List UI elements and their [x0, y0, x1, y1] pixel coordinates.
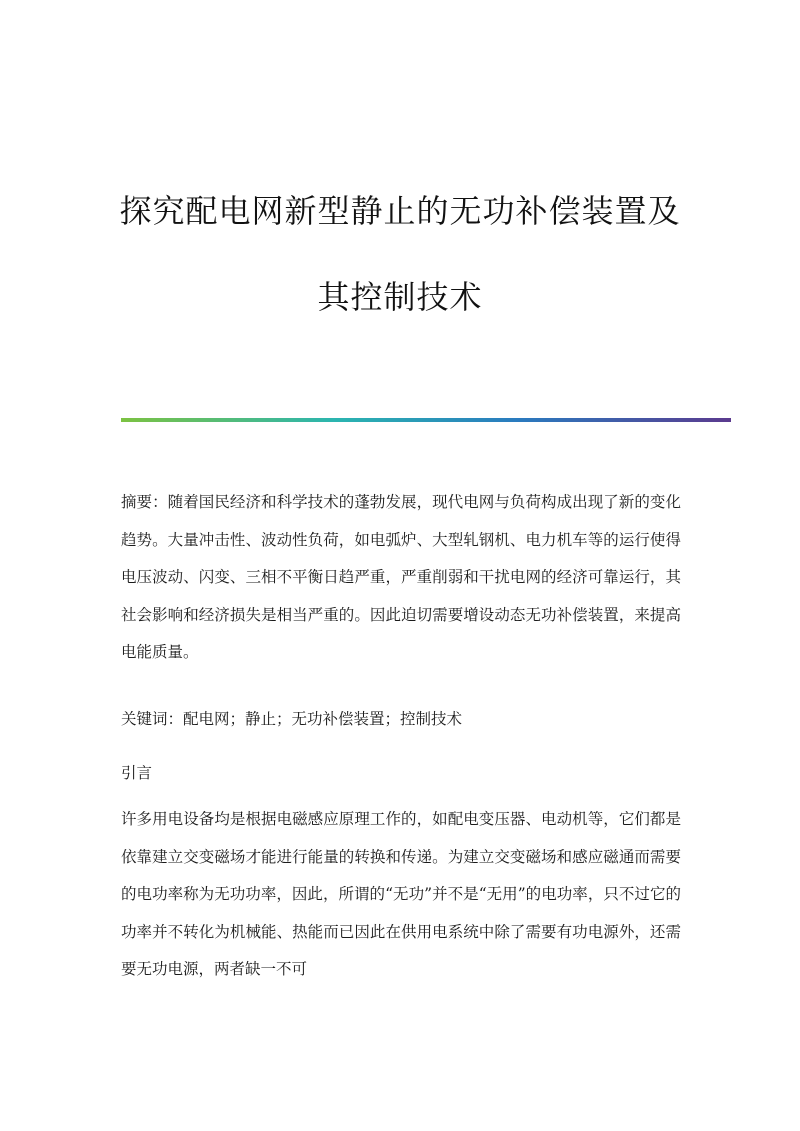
- abstract-text: 随着国民经济和科学技术的蓬勃发展，现代电网与负荷构成出现了新的变化趋势。大量冲击性、波动性负荷，如电弧炉、大型轧钢机、电力机车等的运行使得电压波动、闪变、三相不平衡日趋严重，严重削弱和干扰电网的经济可靠运行，其社会影响和经济损失是相当严重的。因此迫切需要增设动态无功补偿装置，来提高电能质量。: [121, 493, 681, 661]
- intro-heading: 引言: [121, 764, 153, 782]
- document-title-line-1: 探究配电网新型静止的无功补偿装置及: [119, 192, 681, 230]
- keywords-text: 配电网；静止；无功补偿装置；控制技术: [183, 710, 463, 728]
- title-divider: [121, 418, 731, 422]
- keywords-paragraph: [121, 701, 681, 739]
- document-title-line-2: 其控制技术: [317, 278, 483, 316]
- intro-paragraph: 许多用电设备均是根据电磁感应原理工作的，如配电变压器、电动机等，它们都是依靠建立交变磁场才能进行能量的转换和传递。为建立交变磁场和感应磁通而需要的电功率称为无功功率，因此，所谓的“无功”并不是“无用”的电功率，只不过它的功率并不转化为机械能、热能而已因此在供用电系统中除了需要有功电源外，还需要无功电源，两者缺一不可: [121, 810, 681, 978]
- abstract-label: 摘要：: [121, 493, 168, 511]
- keywords-label: 关键词：: [121, 710, 184, 728]
- abstract-paragraph: [121, 484, 681, 672]
